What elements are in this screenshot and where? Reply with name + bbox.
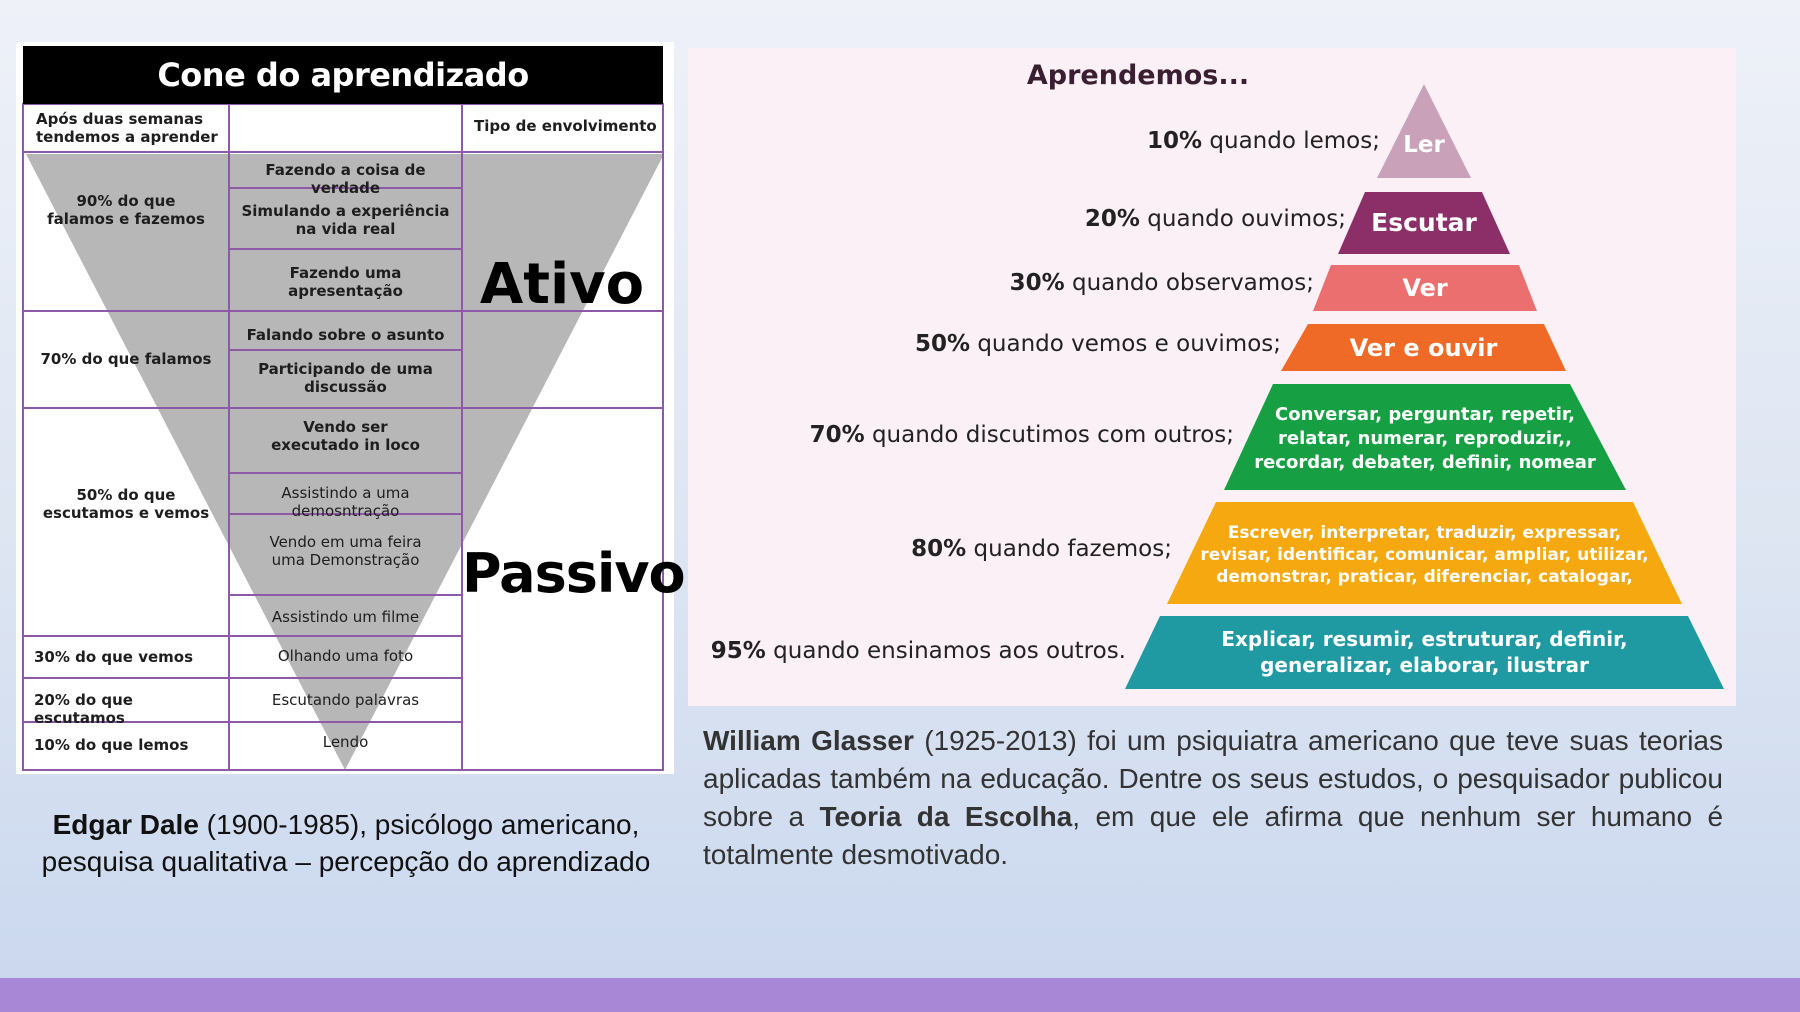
- activity-fair-demo: Vendo em uma feira uma Demonstração: [269, 533, 422, 569]
- tier-desc-20: quando ouvimos;: [1147, 206, 1346, 232]
- caption-edgar-dale-text: (1900-1985), psicólogo americano, pesquisa qualitativa – percepção do aprendizado: [41, 809, 651, 877]
- tier-desc-50: quando vemos e ouvimos;: [977, 331, 1281, 357]
- activity-photo: Olhando uma foto: [277, 647, 414, 665]
- percent-30: 30% do que vemos: [34, 648, 194, 666]
- tier-desc-95: quando ensinamos aos outros.: [773, 638, 1126, 664]
- learning-pyramid: [688, 48, 1736, 706]
- tier-label-20: [688, 206, 1346, 236]
- activity-real-thing: Fazendo a coisa de verdade: [265, 161, 426, 197]
- percent-10: 10% do que lemos: [34, 736, 189, 754]
- tier-text-teaching: Explicar, resumir, estruturar, definir, generalizar, elaborar, ilustrar: [1221, 627, 1628, 677]
- tier-desc-10: quando lemos;: [1209, 128, 1380, 154]
- header-involvement-type: Tipo de envolvimento: [474, 117, 657, 135]
- tier-text-escutar: Escutar: [1371, 208, 1477, 237]
- tier-pct-20: 20%: [1084, 206, 1140, 232]
- tier-label-95: [688, 638, 1126, 668]
- activity-discussion: Participando de uma discussão: [258, 360, 433, 396]
- percent-70: 70% do que falamos: [40, 350, 212, 368]
- tier-label-80: [688, 536, 1172, 566]
- activity-simulating: Simulando a experiência na vida real: [241, 202, 450, 238]
- tier-pct-50: 50%: [914, 331, 970, 357]
- tier-pct-95: 95%: [710, 638, 766, 664]
- tier-pct-70: 70%: [809, 422, 865, 448]
- activity-presentation: Fazendo uma apresentação: [288, 264, 403, 300]
- tier-label-30: [688, 270, 1314, 300]
- pyramid-tier-ler: [1377, 84, 1471, 178]
- tier-pct-10: 10%: [1147, 128, 1203, 154]
- bottom-accent-bar: [0, 978, 1800, 1012]
- activity-reading: Lendo: [322, 733, 369, 751]
- tier-pct-30: 30%: [1009, 270, 1065, 296]
- tier-desc-30: quando observamos;: [1071, 270, 1314, 296]
- activity-listening: Escutando palavras: [271, 691, 420, 709]
- tier-text-ler: Ler: [1403, 132, 1445, 158]
- activity-film: Assistindo um filme: [271, 608, 420, 626]
- percent-90: 90% do que falamos e fazemos: [47, 192, 205, 228]
- percent-50: 50% do que escutamos e vemos: [42, 486, 210, 522]
- cone-of-learning: [16, 42, 685, 774]
- tier-desc-70: quando discutimos com outros;: [871, 422, 1234, 448]
- activity-watching-live: Vendo ser executado in loco: [271, 418, 420, 454]
- caption-william-glasser: [703, 722, 1723, 874]
- caption-edgar-dale: [16, 806, 676, 880]
- tier-label-70: [688, 422, 1234, 452]
- active-label: Ativo: [479, 252, 645, 317]
- passive-label: Passivo: [462, 542, 685, 605]
- percent-20: 20% do que escutamos: [34, 691, 133, 727]
- pyramid-title: Aprendemos...: [1026, 60, 1250, 91]
- cone-title: Cone do aprendizado: [157, 56, 529, 94]
- tier-desc-80: quando fazemos;: [973, 536, 1172, 562]
- activity-demonstration: Assistindo a uma demosntração: [281, 484, 410, 520]
- caption-theory-of-choice: Teoria da Escolha: [819, 801, 1073, 832]
- tier-text-discussion: Conversar, perguntar, repetir, relatar, numerar, reproduzir,, recordar, debater, definir, nomear: [1254, 404, 1596, 473]
- tier-text-ver: Ver: [1402, 274, 1448, 302]
- caption-glasser-name: William Glasser: [703, 725, 914, 756]
- tier-text-ver-e-ouvir: Ver e ouvir: [1349, 334, 1498, 362]
- activity-talking: Falando sobre o asunto: [246, 326, 445, 344]
- tier-pct-80: 80%: [911, 536, 967, 562]
- tier-label-50: [688, 331, 1281, 361]
- caption-glasser-text-2: , em que ele afirma que nenhum ser humano é totalmente desmotivado.: [703, 801, 1724, 870]
- tier-text-doing: Escrever, interpretar, traduzir, expressar, revisar, identificar, comunicar, ampliar, utilizar, demonstrar, praticar, diferenciar, catalogar,: [1200, 523, 1649, 587]
- caption-edgar-dale-name: Edgar Dale: [52, 809, 199, 840]
- tier-label-10: [688, 128, 1380, 158]
- caption-glasser-text-1: (1925-2013) foi um psiquiatra americano que teve suas teorias aplicadas também na educação. Dentre os seus estudos, o pesquisador publicou sobre a: [703, 725, 1724, 832]
- header-after-two-weeks: Após duas semanas tendemos a aprender: [36, 110, 218, 146]
